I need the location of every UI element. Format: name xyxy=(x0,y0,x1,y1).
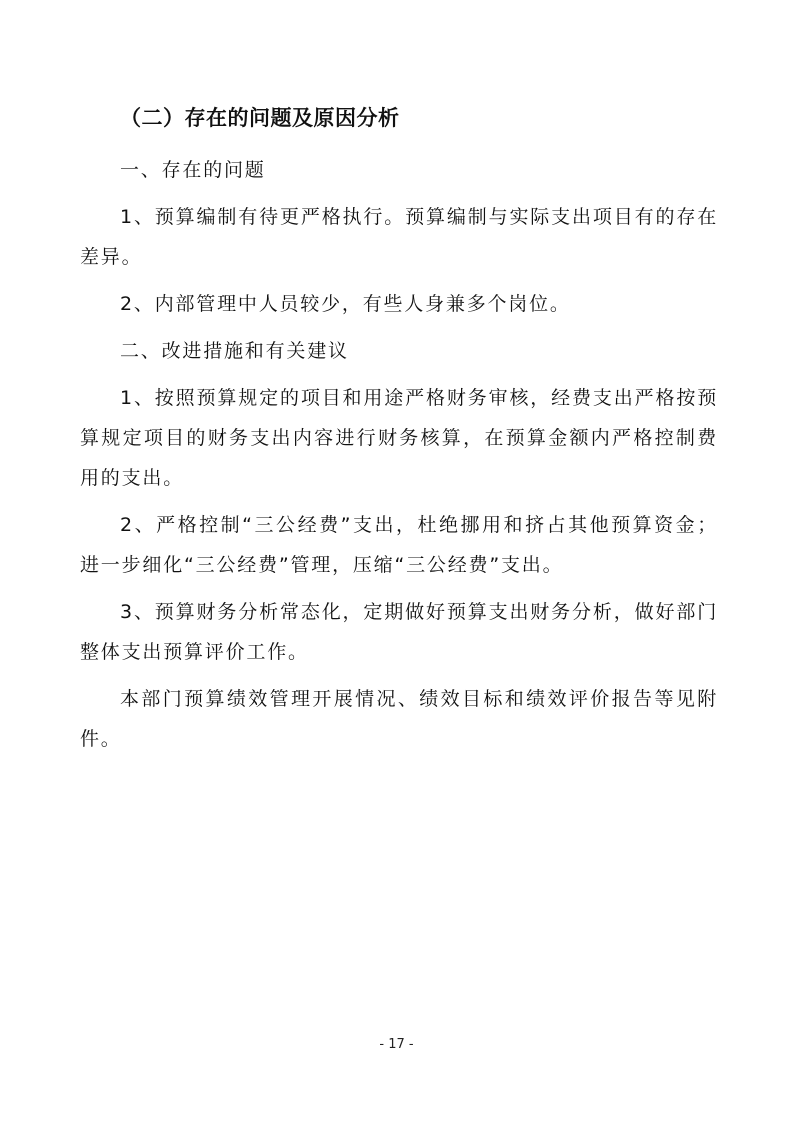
paragraph-measure-1: 1、按照预算规定的项目和用途严格财务审核，经费支出严格按预算规定项目的财务支出内容进行财务核算，在预算金额内严格控制费用的支出。 xyxy=(80,387,718,489)
paragraph-measure-3: 3、预算财务分析常态化，定期做好预算支出财务分析，做好部门整体支出预算评价工作。 xyxy=(80,601,718,663)
paragraph-problem-2: 2、内部管理中人员较少，有些人身兼多个岗位。 xyxy=(120,293,571,315)
section-heading: （二）存在的问题及原因分析 xyxy=(120,106,400,130)
paragraph-problem-1: 1、预算编制有待更严格执行。预算编制与实际支出项目有的存在差异。 xyxy=(80,206,718,268)
document-body xyxy=(80,100,718,766)
subheading-measures: 二、改进措施和有关建议 xyxy=(120,340,349,362)
page-number: - 17 - xyxy=(379,1037,414,1052)
paragraph-attachment-note: 本部门预算绩效管理开展情况、绩效目标和绩效评价报告等见附件。 xyxy=(80,688,718,750)
subheading-problems: 一、存在的问题 xyxy=(120,159,266,181)
paragraph-measure-2: 2、严格控制“三公经费”支出，杜绝挪用和挤占其他预算资金；进一步细化“三公经费”管理，压缩“三公经费”支出。 xyxy=(80,514,718,576)
